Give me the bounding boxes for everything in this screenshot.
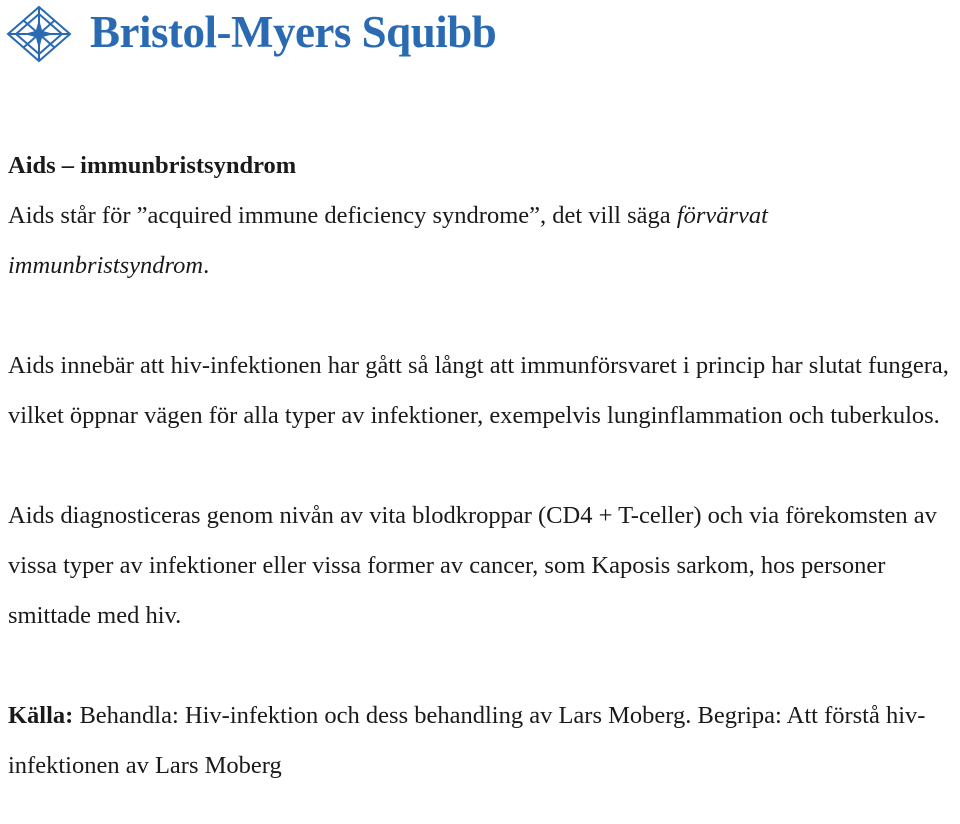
paragraph-spacer [8,291,960,341]
paragraph-aids-definition: Aids innebär att hiv-infektionen har gått så långt att immunförsvaret i princip har slutat fungera, vilket öppnar vägen för alla typer av infektioner, exempelvis lunginflammation och tuberkulos. [8,352,949,429]
document-body [8,141,960,791]
intro-text-end: . [203,252,210,279]
source-label: Källa: [8,702,74,729]
company-wordmark: Bristol-Myers Squibb [90,6,497,57]
paragraph-spacer [8,641,960,691]
intro-text: Aids står för ”acquired immune deficiency syndrome”, det vill säga [8,202,677,229]
source-text: Behandla: Hiv-infektion och dess behandling av Lars Moberg. Begripa: Att förstå hiv-infektionen av Lars Moberg [8,702,926,779]
page-header [6,4,496,64]
intro-italic-term: förvärvat immunbristsyndrom [8,202,768,279]
intro-paragraph [8,191,960,291]
paragraph-spacer [8,441,960,491]
bms-diamond-logo-icon [6,5,72,63]
source-citation [8,691,960,791]
document-title: Aids – immunbristsyndrom [8,152,297,179]
paragraph-diagnosis: Aids diagnosticeras genom nivån av vita blodkroppar (CD4 + T-celler) och via förekomsten av vissa typer av infektioner eller vissa former av cancer, som Kaposis sarkom, hos personer smittade med hiv. [8,502,937,629]
